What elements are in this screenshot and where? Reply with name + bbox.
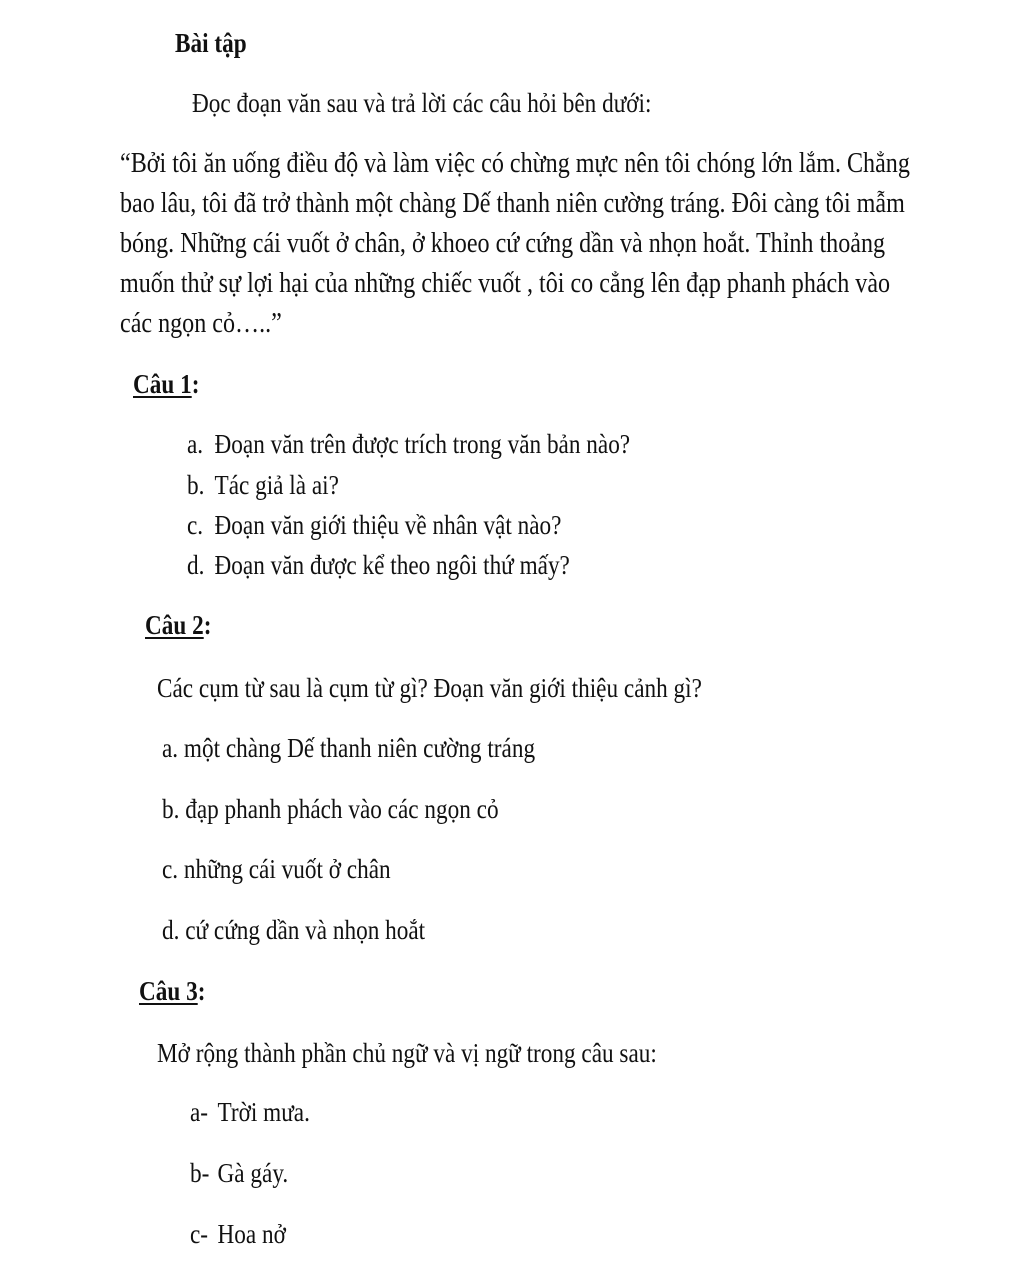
passage-line: các ngọn cỏ…..” [120,308,282,339]
list-item-text: Đoạn văn trên được trích trong văn bản nào? [214,429,631,459]
instruction-text: Đọc đoạn văn sau và trả lời các câu hỏi bên dưới: [192,88,652,118]
list-marker: b. [187,470,205,500]
list-marker: d. [162,915,180,945]
list-item-text: những cái vuốt ở chân [183,854,391,884]
list-item [162,914,425,946]
list-marker: b. [162,794,180,824]
list-item-text: một chàng Dế thanh niên cường tráng [183,733,536,763]
list-marker: b- [190,1158,210,1188]
list-item-text: Đoạn văn được kể theo ngôi thứ mấy? [214,550,570,580]
list-marker: c. [187,510,204,540]
passage-line: bao lâu, tôi đã trở thành một chàng Dế thanh niên cường tráng. Đôi càng tôi mẫm [120,188,905,219]
list-marker: d. [187,550,205,580]
list-item [187,549,570,581]
list-marker: c- [190,1219,209,1249]
list-item-text: Đoạn văn giới thiệu về nhân vật nào? [214,510,562,540]
question-3-heading [139,975,205,1007]
question-2-colon: : [203,610,212,640]
list-item [187,469,339,501]
list-item [162,793,499,825]
question-1-heading [133,368,199,400]
list-marker: c. [162,854,179,884]
list-item [187,428,630,460]
question-2-label: Câu 2 [145,610,204,640]
list-item [190,1218,286,1250]
question-3-prompt: Mở rộng thành phần chủ ngữ và vị ngữ trong câu sau: [157,1038,657,1068]
passage-line: muốn thử sự lợi hại của những chiếc vuốt , tôi co cẳng lên đạp phanh phách vào [120,268,891,299]
list-item [187,509,561,541]
question-2-heading [145,609,211,641]
document-title: Bài tập [175,28,247,58]
list-item [190,1096,310,1128]
passage-line: bóng. Những cái vuốt ở chân, ở khoeo cứ cứng dần và nhọn hoắt. Thỉnh thoảng [120,228,886,259]
list-marker: a. [187,429,204,459]
list-marker: a. [162,733,179,763]
list-item [162,732,535,764]
list-item-text: Trời mưa. [217,1097,310,1127]
list-item-text: đạp phanh phách vào các ngọn cỏ [185,794,499,824]
question-1-label: Câu 1 [133,369,192,399]
question-1-colon: : [191,369,200,399]
list-item-text: cứ cứng dần và nhọn hoắt [185,915,426,945]
list-item-text: Gà gáy. [217,1158,289,1188]
passage-line: “Bởi tôi ăn uống điều độ và làm việc có chừng mực nên tôi chóng lớn lắm. Chẳng [120,148,910,179]
list-marker: a- [190,1097,209,1127]
list-item-text: Hoa nở [217,1219,286,1249]
question-3-label: Câu 3 [139,976,198,1006]
question-2-prompt: Các cụm từ sau là cụm từ gì? Đoạn văn giới thiệu cảnh gì? [157,673,702,703]
question-3-colon: : [197,976,206,1006]
list-item [162,853,391,885]
list-item [190,1157,288,1189]
list-item-text: Tác giả là ai? [214,470,339,500]
